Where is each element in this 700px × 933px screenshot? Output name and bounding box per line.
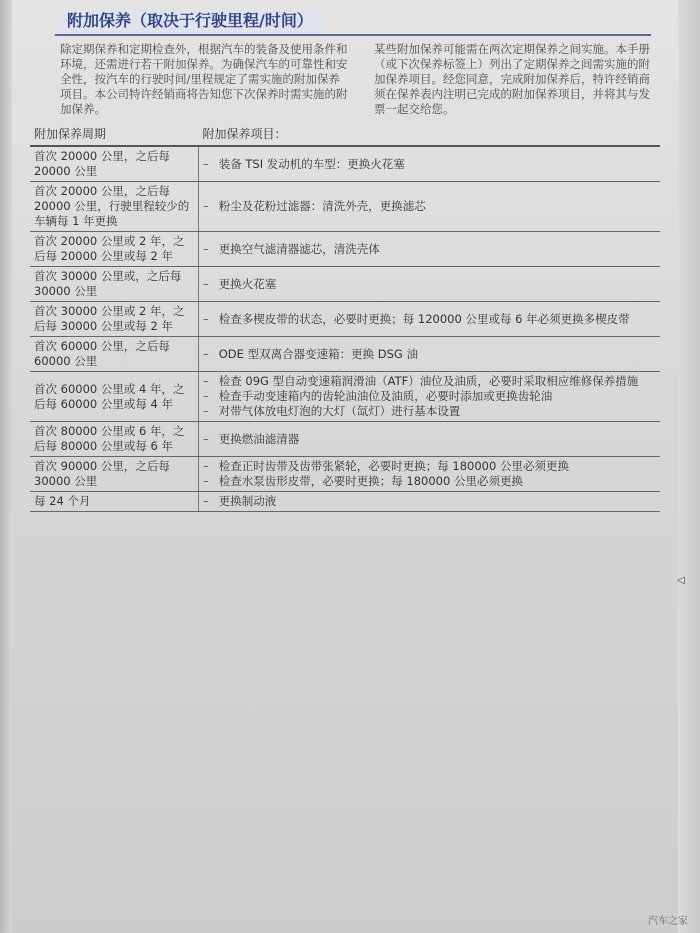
- dash-bullet-icon: –: [203, 389, 209, 403]
- items-cell: [199, 337, 661, 372]
- dash-bullet-icon: –: [203, 374, 209, 388]
- item-text: 检查手动变速箱内的齿轮油油位及油质，必要时添加或更换齿轮油: [218, 389, 553, 403]
- table-header-row: [30, 125, 660, 146]
- item-text: 更换制动液: [218, 494, 277, 508]
- watermark: 汽车之家: [648, 916, 688, 927]
- item-text: 对带气体放电灯泡的大灯（氙灯）进行基本设置: [218, 404, 461, 418]
- period-cell: 首次 60000 公里，之后每 60000 公里: [30, 337, 199, 372]
- maintenance-item: [203, 242, 656, 257]
- items-cell: [199, 457, 661, 492]
- maintenance-table: [30, 125, 660, 512]
- table-row: [30, 492, 660, 512]
- item-text: 装备 TSI 发动机的车型：更换火花塞: [218, 156, 405, 171]
- maintenance-item: [203, 157, 656, 172]
- table-row: [30, 267, 660, 302]
- item-text: 检查多楔皮带的状态，必要时更换；每 120000 公里或每 6 年必须更换多楔皮带: [218, 311, 630, 326]
- dash-bullet-icon: –: [203, 459, 209, 473]
- items-cell: [199, 302, 661, 337]
- period-cell: 首次 20000 公里或 2 年，之后每 20000 公里或每 2 年: [30, 232, 199, 267]
- table-row: [30, 146, 660, 182]
- item-text: 检查正时齿带及齿带张紧轮，必要时更换；每 180000 公里必须更换: [218, 459, 569, 473]
- items-cell: [199, 232, 661, 267]
- dash-bullet-icon: –: [203, 404, 209, 418]
- period-cell: 首次 20000 公里，之后每 20000 公里，行驶里程较少的车辆每 1 年更换: [30, 182, 199, 232]
- maintenance-item: [203, 494, 656, 509]
- intro-right-paragraph: 某些附加保养可能需在两次定期保养之间实施。本手册（或下次保养标签上）列出了定期保养之间需实施的附加保养项目。经您同意，完成附加保养后，特许经销商须在保养表内注明已完成的附加保养项目，并将其与发票一起交给您。: [374, 42, 650, 116]
- page-edge-right: [678, 0, 700, 933]
- maintenance-item: [203, 312, 656, 327]
- item-text: 检查 09G 型自动变速箱润滑油（ATF）油位及油质，必要时采取相应维修保养措施: [218, 374, 639, 388]
- items-cell: [199, 372, 661, 422]
- table-row: [30, 337, 660, 372]
- item-text: 粉尘及花粉过滤器：清洗外壳，更换滤芯: [218, 199, 426, 213]
- period-cell: 首次 80000 公里或 6 年，之后每 80000 公里或每 6 年: [30, 422, 199, 457]
- maintenance-item: [203, 389, 656, 404]
- maintenance-item: [203, 347, 656, 362]
- dash-bullet-icon: –: [203, 311, 209, 326]
- items-cell: [199, 267, 661, 302]
- dash-bullet-icon: –: [203, 494, 209, 508]
- dash-bullet-icon: –: [203, 346, 209, 361]
- period-cell: 首次 30000 公里或 2 年，之后每 30000 公里或每 2 年: [30, 302, 199, 337]
- page-edge-left: [0, 0, 12, 933]
- item-text: ODE 型双离合器变速箱：更换 DSG 油: [218, 346, 418, 361]
- maintenance-item: [203, 474, 656, 489]
- header-bar: [55, 4, 651, 36]
- items-cell: [199, 492, 661, 512]
- maintenance-item: [203, 199, 656, 214]
- item-text: 更换燃油滤清器: [218, 431, 300, 446]
- table-row: [30, 372, 660, 422]
- maintenance-item: [203, 277, 656, 292]
- header-items: 附加保养项目：: [199, 125, 661, 146]
- dash-bullet-icon: –: [203, 199, 209, 213]
- maintenance-item: [203, 404, 656, 419]
- table-row: [30, 232, 660, 267]
- dash-bullet-icon: –: [203, 241, 209, 256]
- intro-left-paragraph: 除定期保养和定期检查外，根据汽车的装备及使用条件和环境，还需进行若干附加保养。为确保汽车的可靠性和安全性，按汽车的行驶时间/里程规定了需实施的附加保养项目。本公司特许经销商将告知您下次保养时需实施的附加保养。: [60, 42, 348, 116]
- table-row: [30, 422, 660, 457]
- continue-arrow-icon: ◁: [677, 575, 685, 586]
- period-cell: 首次 90000 公里，之后每 30000 公里: [30, 457, 199, 492]
- item-text: 更换空气滤清器滤芯，清洗壳体: [218, 241, 380, 256]
- items-cell: [199, 146, 661, 182]
- period-cell: 首次 30000 公里或，之后每 30000 公里: [30, 267, 199, 302]
- page-title: 附加保养（取决于行驶里程/时间）: [55, 8, 325, 34]
- period-cell: 首次 20000 公里，之后每 20000 公里: [30, 146, 199, 182]
- items-cell: [199, 422, 661, 457]
- item-text: 更换火花塞: [218, 276, 277, 291]
- maintenance-item: [203, 459, 656, 474]
- maintenance-item: [203, 432, 656, 447]
- dash-bullet-icon: –: [203, 431, 209, 446]
- header-period: 附加保养周期: [30, 125, 199, 146]
- dash-bullet-icon: –: [203, 156, 209, 171]
- maintenance-item: [203, 374, 656, 389]
- period-cell: 首次 60000 公里或 4 年，之后每 60000 公里或每 4 年: [30, 372, 199, 422]
- items-cell: [199, 182, 661, 232]
- period-cell: 每 24 个月: [30, 492, 199, 512]
- table-row: [30, 457, 660, 492]
- dash-bullet-icon: –: [203, 474, 209, 488]
- item-text: 检查水泵齿形皮带，必要时更换；每 180000 公里必须更换: [218, 474, 523, 488]
- table-row: [30, 302, 660, 337]
- table-row: [30, 182, 660, 232]
- dash-bullet-icon: –: [203, 276, 209, 291]
